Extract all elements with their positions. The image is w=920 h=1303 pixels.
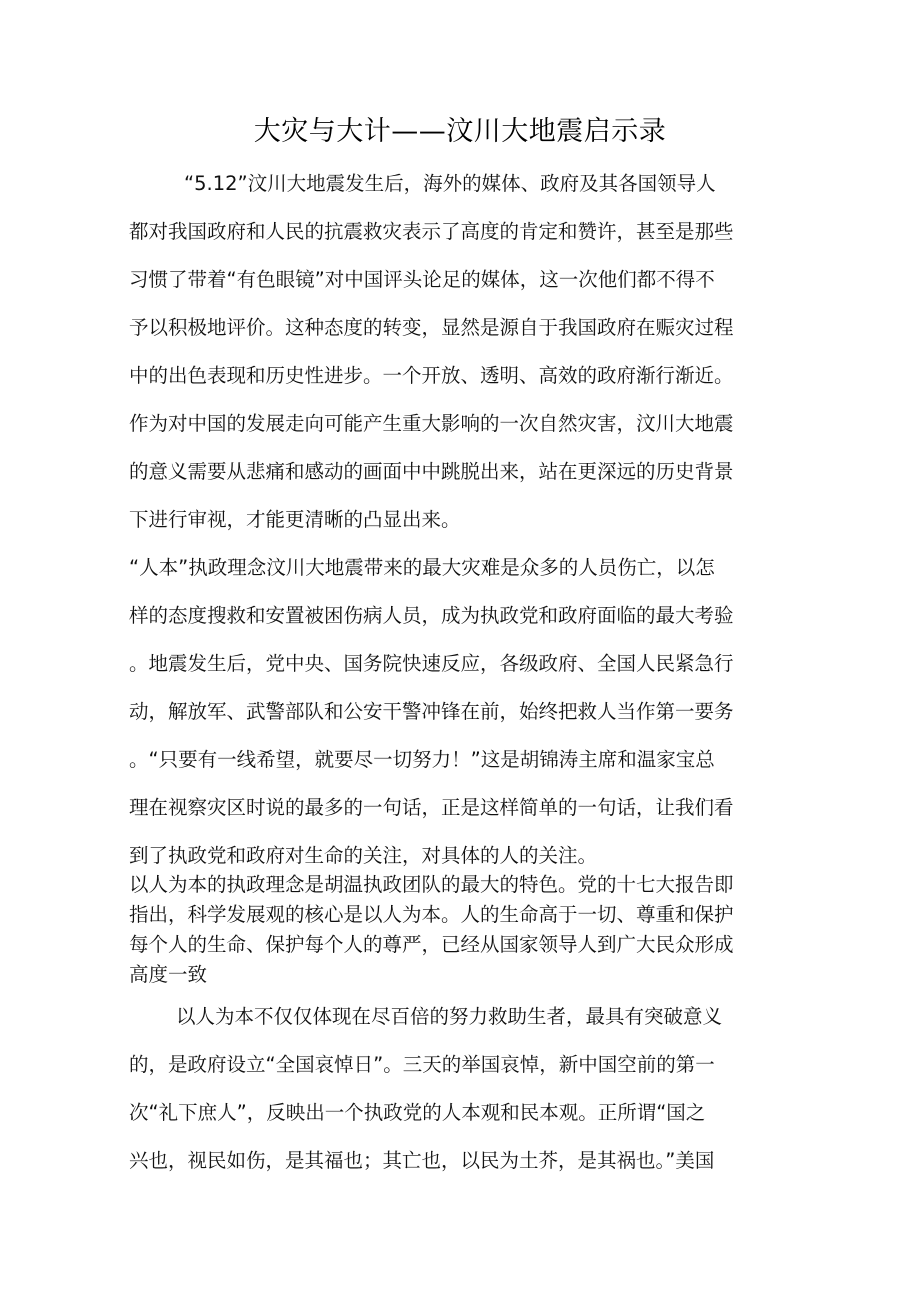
text-line: 的，是政府设立“全国哀悼日”。三天的举国哀悼，新中国空前的第一: [129, 1053, 715, 1076]
text-line: 理在视察灾区时说的最多的一句话，正是这样简单的一句话，让我们看: [129, 796, 734, 819]
text-line: 兴也，视民如伤，是其福也；其亡也，以民为土芥，是其祸也。”美国: [129, 1149, 715, 1172]
text-line: “5.12”汶川大地震发生后，海外的媒体、政府及其各国领导人: [184, 172, 716, 195]
text-line: 指出，科学发展观的核心是以人为本。人的生命高于一切、尊重和保护: [129, 903, 734, 926]
text-line: 高度一致: [129, 963, 208, 986]
text-line: 的意义需要从悲痛和感动的画面中中跳脱出来，站在更深远的历史背景: [129, 460, 734, 483]
text-line: 。地震发生后，党中央、国务院快速反应，各级政府、全国人民紧急行: [129, 652, 734, 675]
text-line: 习惯了带着“有色眼镜”对中国评头论足的媒体，这一次他们都不得不: [129, 268, 715, 291]
text-line: 以人为本的执政理念是胡温执政团队的最大的特色。党的十七大报告即: [129, 873, 734, 896]
text-line: 都对我国政府和人民的抗震救灾表示了高度的肯定和赞许，甚至是那些: [129, 220, 734, 243]
text-line: 中的出色表现和历史性进步。一个开放、透明、高效的政府渐行渐近。: [129, 364, 734, 387]
text-line: “人本”执政理念汶川大地震带来的最大灾难是众多的人员伤亡，以怎: [129, 556, 715, 579]
text-line: 下进行审视，才能更清晰的凸显出来。: [129, 508, 461, 531]
text-line: 每个人的生命、保护每个人的尊严，已经从国家领导人到广大民众形成: [129, 933, 734, 956]
text-line: 以人为本不仅仅体现在尽百倍的努力救助生者，最具有突破意义: [176, 1005, 723, 1028]
text-line: 到了执政党和政府对生命的关注，对具体的人的关注。: [129, 844, 598, 867]
text-line: 。“只要有一线希望，就要尽一切努力！”这是胡锦涛主席和温家宝总: [129, 748, 715, 771]
text-line: 予以积极地评价。这种态度的转变，显然是源自于我国政府在赈灾过程: [129, 316, 734, 339]
text-line: 作为对中国的发展走向可能产生重大影响的一次自然灾害，汶川大地震: [129, 412, 734, 435]
text-line: 动，解放军、武警部队和公安干警冲锋在前，始终把救人当作第一要务: [129, 700, 734, 723]
text-line: 样的态度搜救和安置被困伤病人员，成为执政党和政府面临的最大考验: [129, 604, 734, 627]
page-title: 大灾与大计——汶川大地震启示录: [253, 116, 667, 147]
text-line: 次“礼下庶人”，反映出一个执政党的人本观和民本观。正所谓“国之: [129, 1101, 706, 1124]
